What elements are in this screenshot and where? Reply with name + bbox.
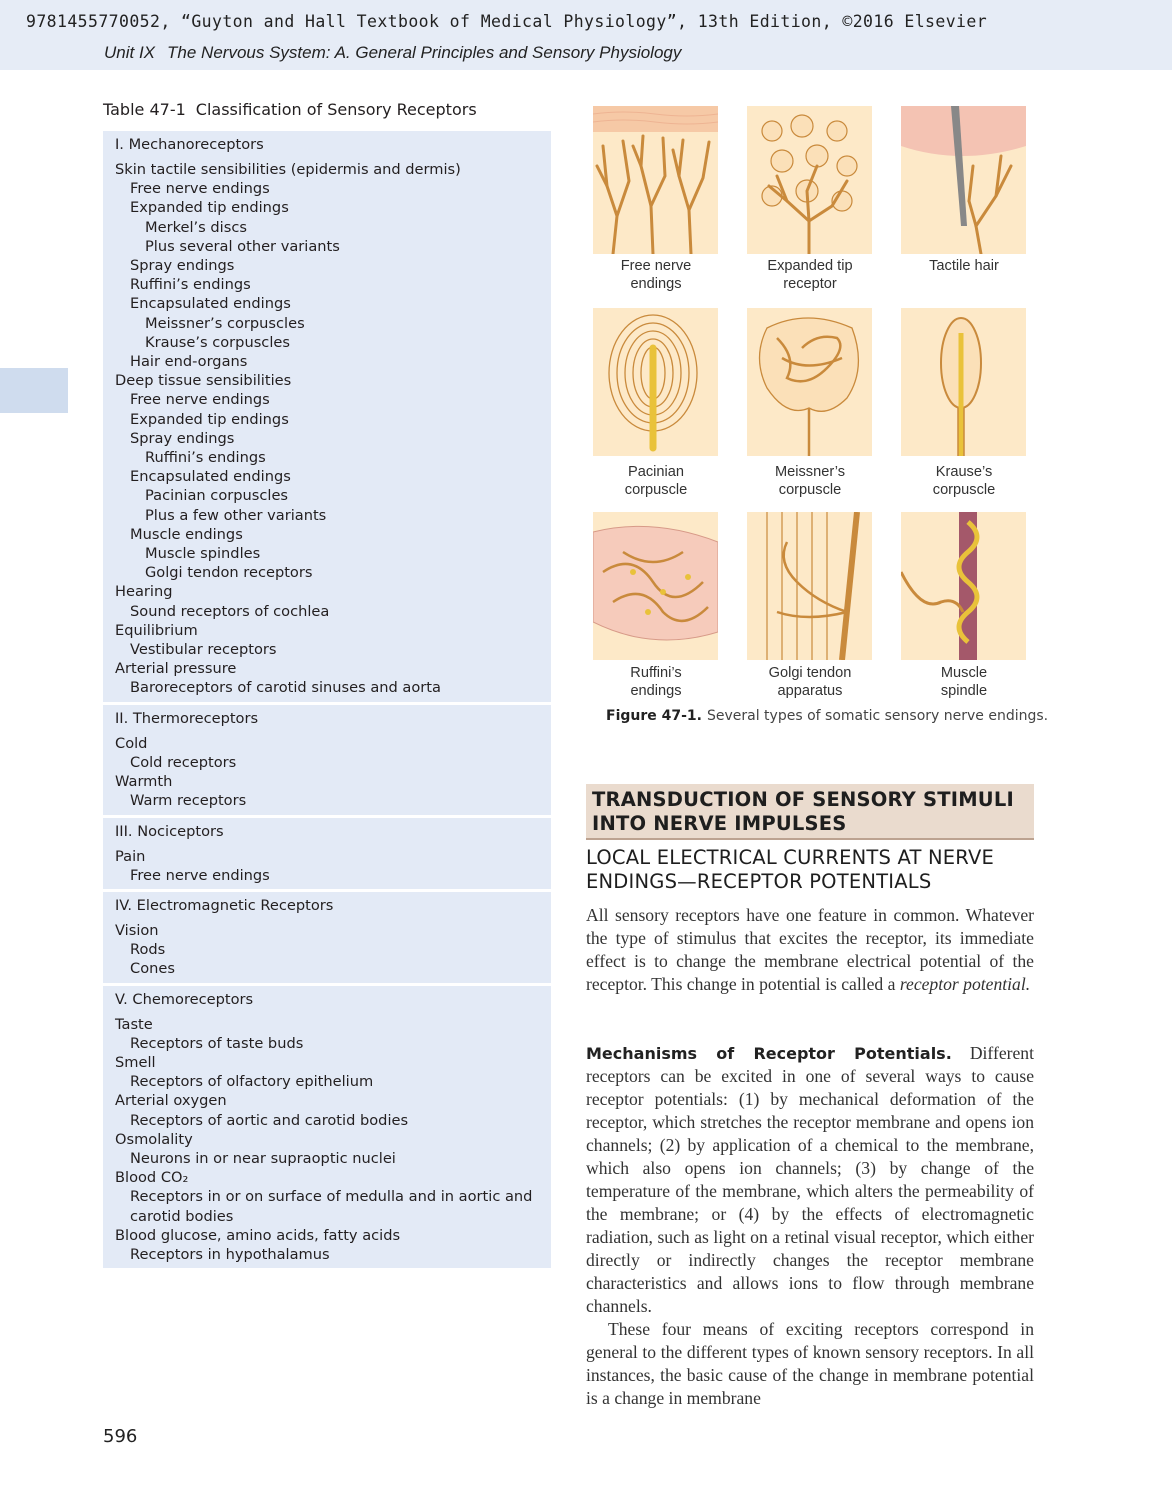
- table-row: Encapsulated endings: [130, 295, 291, 313]
- table-row: Receptors of aortic and carotid bodies: [130, 1111, 409, 1129]
- table-title: [103, 100, 477, 119]
- pacinian-corpuscle-illustration: [593, 308, 718, 456]
- figure-panel-label: Expanded tip receptor: [767, 258, 853, 292]
- figure-panel-label: Tactile hair: [929, 258, 999, 274]
- ruffinis-endings-illustration: [593, 512, 718, 660]
- table-row: carotid bodies: [130, 1207, 234, 1225]
- table-row: Hearing: [115, 583, 173, 601]
- page-number: 596: [103, 1426, 138, 1447]
- table-section-heading: I. Mechanoreceptors: [115, 136, 264, 153]
- table-row: Spray endings: [130, 429, 235, 447]
- table-row: Receptors of olfactory epithelium: [130, 1073, 374, 1091]
- table-row: Warm receptors: [130, 792, 247, 810]
- italic-term: receptor potential.: [899, 974, 1031, 994]
- unit-heading: [104, 43, 681, 63]
- table-row: Ruffini’s endings: [145, 449, 266, 467]
- table-section: [103, 818, 551, 889]
- table-section-heading: V. Chemoreceptors: [115, 990, 254, 1008]
- krauses-corpuscle-illustration: [901, 308, 1026, 456]
- table-row: Pain: [115, 847, 146, 865]
- table-section-heading: IV. Electromagnetic Receptors: [115, 896, 334, 914]
- unit-label: Unit IX: [104, 43, 156, 62]
- table-row: Receptors in or on surface of medulla and in aortic and: [130, 1188, 533, 1206]
- table-row: Warmth: [115, 773, 173, 791]
- figure-caption-text: Several types of somatic sensory nerve endings.: [706, 708, 1049, 724]
- table-section: [103, 705, 551, 815]
- figure-label: Figure 47-1.: [606, 708, 702, 724]
- table-row: Muscle spindles: [145, 545, 261, 563]
- table-row: Arterial oxygen: [115, 1092, 227, 1110]
- table-row: Encapsulated endings: [130, 468, 291, 486]
- expanded-tip-receptor-illustration: [747, 106, 872, 254]
- table-row: Free nerve endings: [130, 866, 270, 884]
- side-thumb-tab: [0, 368, 68, 413]
- table-section-heading: II. Thermoreceptors: [115, 709, 259, 727]
- table-row: Ruffini’s endings: [130, 276, 251, 294]
- table-section: [103, 986, 551, 1269]
- table-row: Blood glucose, amino acids, fatty acids: [115, 1226, 401, 1244]
- table-row: Smell: [115, 1053, 156, 1071]
- table-caption: Classification of Sensory Receptors: [195, 100, 477, 119]
- figure-panel-label: Meissner’s corpuscle: [774, 464, 846, 498]
- table-row: Osmolality: [115, 1130, 193, 1148]
- table-row: Expanded tip endings: [130, 410, 289, 428]
- figure-panel-label: Pacinian corpuscle: [624, 464, 688, 498]
- table-row: Receptors of taste buds: [130, 1034, 304, 1052]
- table-row: Taste: [115, 1015, 153, 1033]
- isbn-line: 9781455770052, “Guyton and Hall Textbook of Medical Physiology”, 13th Edition, ©2016 Elsevier: [26, 12, 988, 31]
- table-row: Vestibular receptors: [130, 641, 277, 659]
- table-row: Receptors in hypothalamus: [130, 1245, 330, 1263]
- golgi-tendon-apparatus-illustration: [747, 512, 872, 660]
- run-in-heading: Mechanisms of Receptor Potentials.: [586, 1044, 952, 1063]
- table-row: Meissner’s corpuscles: [145, 314, 305, 332]
- table-section-heading: III. Nociceptors: [115, 822, 224, 840]
- table-section: [103, 131, 551, 702]
- table-row: Baroreceptors of carotid sinuses and aorta: [130, 679, 441, 697]
- table-row: Equilibrium: [115, 621, 198, 639]
- table-row: Krause’s corpuscles: [145, 333, 290, 351]
- table-row: Merkel’s discs: [145, 218, 247, 236]
- table-row: Skin tactile sensibilities (epidermis and dermis): [115, 161, 461, 178]
- table-row: Spray endings: [130, 257, 235, 275]
- table-row: Sound receptors of cochlea: [130, 602, 330, 620]
- figure-panel-label: Ruffini’s endings: [630, 665, 682, 699]
- figure-panel-label: Free nerve endings: [620, 258, 692, 292]
- tactile-hair-illustration: [901, 106, 1026, 254]
- figure-panel-label: Muscle spindle: [940, 665, 988, 699]
- muscle-spindle-illustration: [901, 512, 1026, 660]
- table-number: Table 47-1: [103, 100, 186, 119]
- subsection-heading: LOCAL ELECTRICAL CURRENTS AT NERVE ENDINGS—RECEPTOR POTENTIALS: [586, 846, 995, 893]
- table-row: Free nerve endings: [130, 180, 270, 198]
- table-row: Hair end-organs: [130, 353, 248, 371]
- table-row: Cold receptors: [130, 753, 237, 771]
- paragraph-receptor-potential: All sensory receptors have one feature in common. Whatever the type of stimulus that excites the receptor, its immediate effect is to change the membrane electrical potential of the receptor. This change in potential is called a receptor potential.: [586, 905, 1034, 994]
- table-row: Arterial pressure: [115, 660, 237, 678]
- table-row: Plus several other variants: [145, 237, 340, 255]
- table-row: Cones: [130, 960, 175, 978]
- section-heading: TRANSDUCTION OF SENSORY STIMULI INTO NERVE IMPULSES: [592, 788, 1014, 835]
- section-heading-box: [586, 784, 1034, 840]
- paragraph-mechanisms: Mechanisms of Receptor Potentials. Different receptors can be excited in one of several ways to cause receptor potentials: (1) by mechanical deformation of the receptor, which stretches the receptor membrane and opens ion channels; (2) by application of a chemical to the membrane, which also opens ion channels; (3) by change of the temperature of the membrane, which alters the permeability of the membrane; or (4) by the effects of electromagnetic radiation, such as light on a retinal visual receptor, which either directly or indirectly changes the receptor membrane characteristics and allows ions to flow through membrane channels.: [586, 1043, 1034, 1316]
- table-row: Deep tissue sensibilities: [115, 372, 292, 390]
- table-row: Blood CO₂: [115, 1169, 189, 1187]
- table-row: Muscle endings: [130, 525, 243, 543]
- figure-panel-label: Golgi tendon apparatus: [768, 665, 852, 699]
- classification-table: [103, 131, 551, 1271]
- free-nerve-endings-illustration: [593, 106, 718, 254]
- table-row: Free nerve endings: [130, 391, 270, 409]
- table-row: Golgi tendon receptors: [145, 564, 313, 582]
- table-row: Neurons in or near supraoptic nuclei: [130, 1149, 396, 1167]
- table-row: Rods: [130, 941, 166, 959]
- table-row: Plus a few other variants: [145, 506, 327, 524]
- table-row: Cold: [115, 734, 148, 752]
- table-row: Vision: [115, 921, 159, 939]
- meissners-corpuscle-illustration: [747, 308, 872, 456]
- table-row: Pacinian corpuscles: [145, 487, 289, 505]
- table-row: Expanded tip endings: [130, 199, 289, 217]
- figure-caption: [606, 708, 1048, 724]
- table-section: [103, 892, 551, 983]
- unit-title: The Nervous System: A. General Principles and Sensory Physiology: [167, 43, 682, 62]
- paragraph-four-means: These four means of exciting receptors correspond in general to the different types of known sensory receptors. In all instances, the basic cause of the change in membrane potential is a change in membrane: [586, 1319, 1034, 1408]
- figure-panel-label: Krause’s corpuscle: [932, 464, 996, 498]
